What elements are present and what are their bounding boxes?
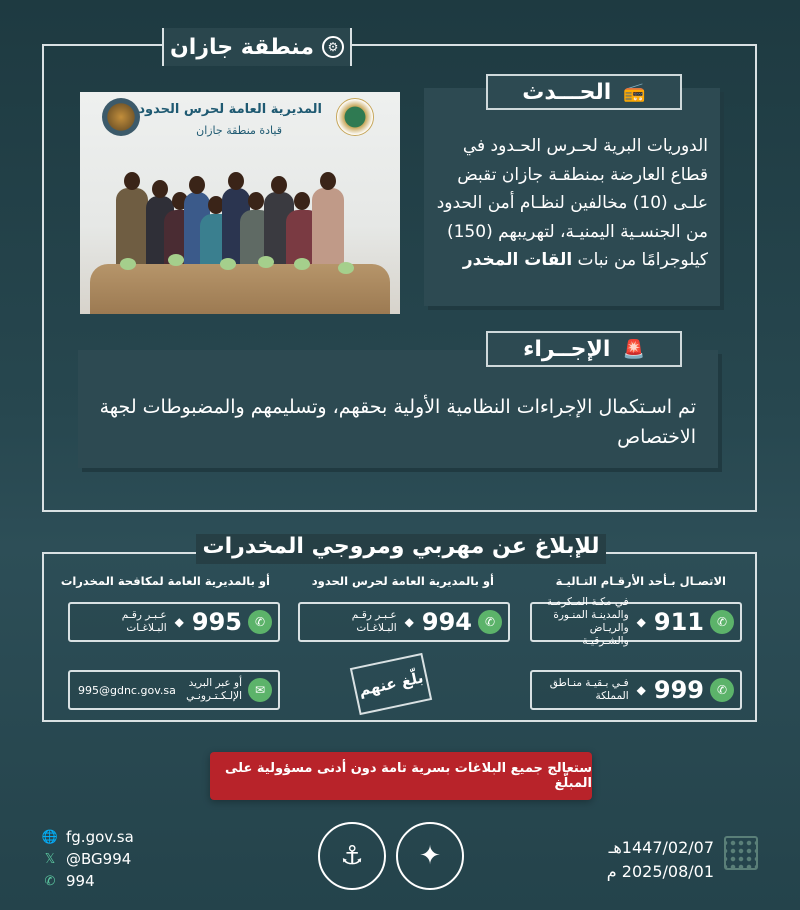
border-guard-logo [102,98,140,136]
x-icon: 𝕏 [44,851,56,867]
arrow-icon: ◆ [636,615,646,629]
hotline-911-box[interactable] [530,596,742,647]
website-row[interactable] [42,826,134,848]
arrow-icon: ◆ [636,683,646,697]
report-title: للإبلاغ عن مهربي ومروجي المخدرات [196,534,606,564]
report-stamp: بلّغ عنهم [350,653,432,715]
arrow-icon: ◆ [174,615,184,629]
col-border-guard-heading: أو بالمديرية العامة لحرس الحدود [311,574,494,588]
region-title: منطقة جازان [170,34,314,60]
action-text: تم اسـتكمال الإجراءات النظامية الأولية بحقهم، وتسليمهم والمضبوطات لجهة الاختصاص [99,396,696,448]
event-label: الحـــدث [522,79,612,105]
news-photo [80,92,400,314]
email-box[interactable] [68,670,280,710]
action-label: الإجــراء [523,336,611,362]
envelope-icon: ✉ [248,678,272,702]
hotline-995-box[interactable] [68,602,280,642]
hotline-911-number[interactable]: 911 [653,608,704,636]
event-box [424,88,720,306]
twitter-handle[interactable]: @BG994 [66,850,132,868]
photo-caption-title: المديرية العامة لحرس الحدود [138,102,322,117]
confidentiality-banner: ستعالج جميع البلاغات بسرية تامة دون أدنى مسؤولية على المبلّغ [210,752,592,800]
narcotics-control-emblem: ⚓ [318,822,386,890]
footer-phone[interactable]: 994 [66,872,95,890]
saudi-emblem-logo [336,98,374,136]
event-tag [486,74,682,110]
footer-contacts [42,826,134,892]
hotline-994-box[interactable] [298,602,510,642]
twitter-row[interactable] [42,848,134,870]
phone-icon: ✆ [248,610,272,634]
event-text: الدوريات البرية لحـرس الحـدود في قطاع العارضة بمنطقـة جازان تقبض علـى (10) مخالفين لنظـام أمن الحدود من الجنسـية اليمنيـة، لتهريبهم (150) كيلوجرامًا من نبات القات المخدر [436,136,708,271]
hotline-911-desc: في مكـة المـكرمـة والمدينـة المنـورة والريـاض والشـرقيـة [546,596,629,647]
action-tag [486,331,682,367]
email-address[interactable]: 995@gdnc.gov.sa [78,683,176,697]
globe-icon: 🌐 [41,829,59,845]
region-header [162,28,352,66]
badge-icon: ⚙ [322,36,344,58]
phone-icon: ✆ [44,873,56,889]
gregorian-date: 2025/08/01 م [606,862,714,881]
email-desc: أو عبر البريد الإلـكـتـرونـي [186,677,242,702]
hotline-994-desc: عـبـر رقـم البـلاغـات [351,609,397,634]
hotline-995-desc: عـبـر رقـم البـلاغـات [121,609,167,634]
arrow-icon: ◆ [404,615,414,629]
photo-caption-sub: قيادة منطقة جازان [196,124,282,137]
hotline-995-number[interactable]: 995 [191,608,242,636]
radio-icon: 📻 [623,81,646,103]
phone-icon: ✆ [478,610,502,634]
website-link[interactable]: fg.gov.sa [66,828,134,846]
action-box [78,350,718,468]
col-narcotics-heading: أو بالمديرية العامة لمكافحة المخدرات [60,574,270,588]
col-contact-heading: الاتصـال بـأحد الأرقـام التـاليـة [555,574,726,588]
hotline-999-number[interactable]: 999 [653,676,704,704]
hotline-994-number[interactable]: 994 [421,608,472,636]
saudi-emblem: ✦ [396,822,464,890]
person-figure [312,188,344,272]
phone-row[interactable] [42,870,134,892]
hijri-date: 1447/02/07هـ [608,838,714,857]
hotline-999-desc: فـي بـقيـة منـاطق المملكة [549,677,629,702]
phone-icon: ✆ [710,678,734,702]
siren-icon: 🚨 [622,338,645,360]
phone-icon: ✆ [710,610,734,634]
calendar-icon [724,836,758,870]
hotline-999-box[interactable] [530,670,742,710]
dates [607,836,714,884]
